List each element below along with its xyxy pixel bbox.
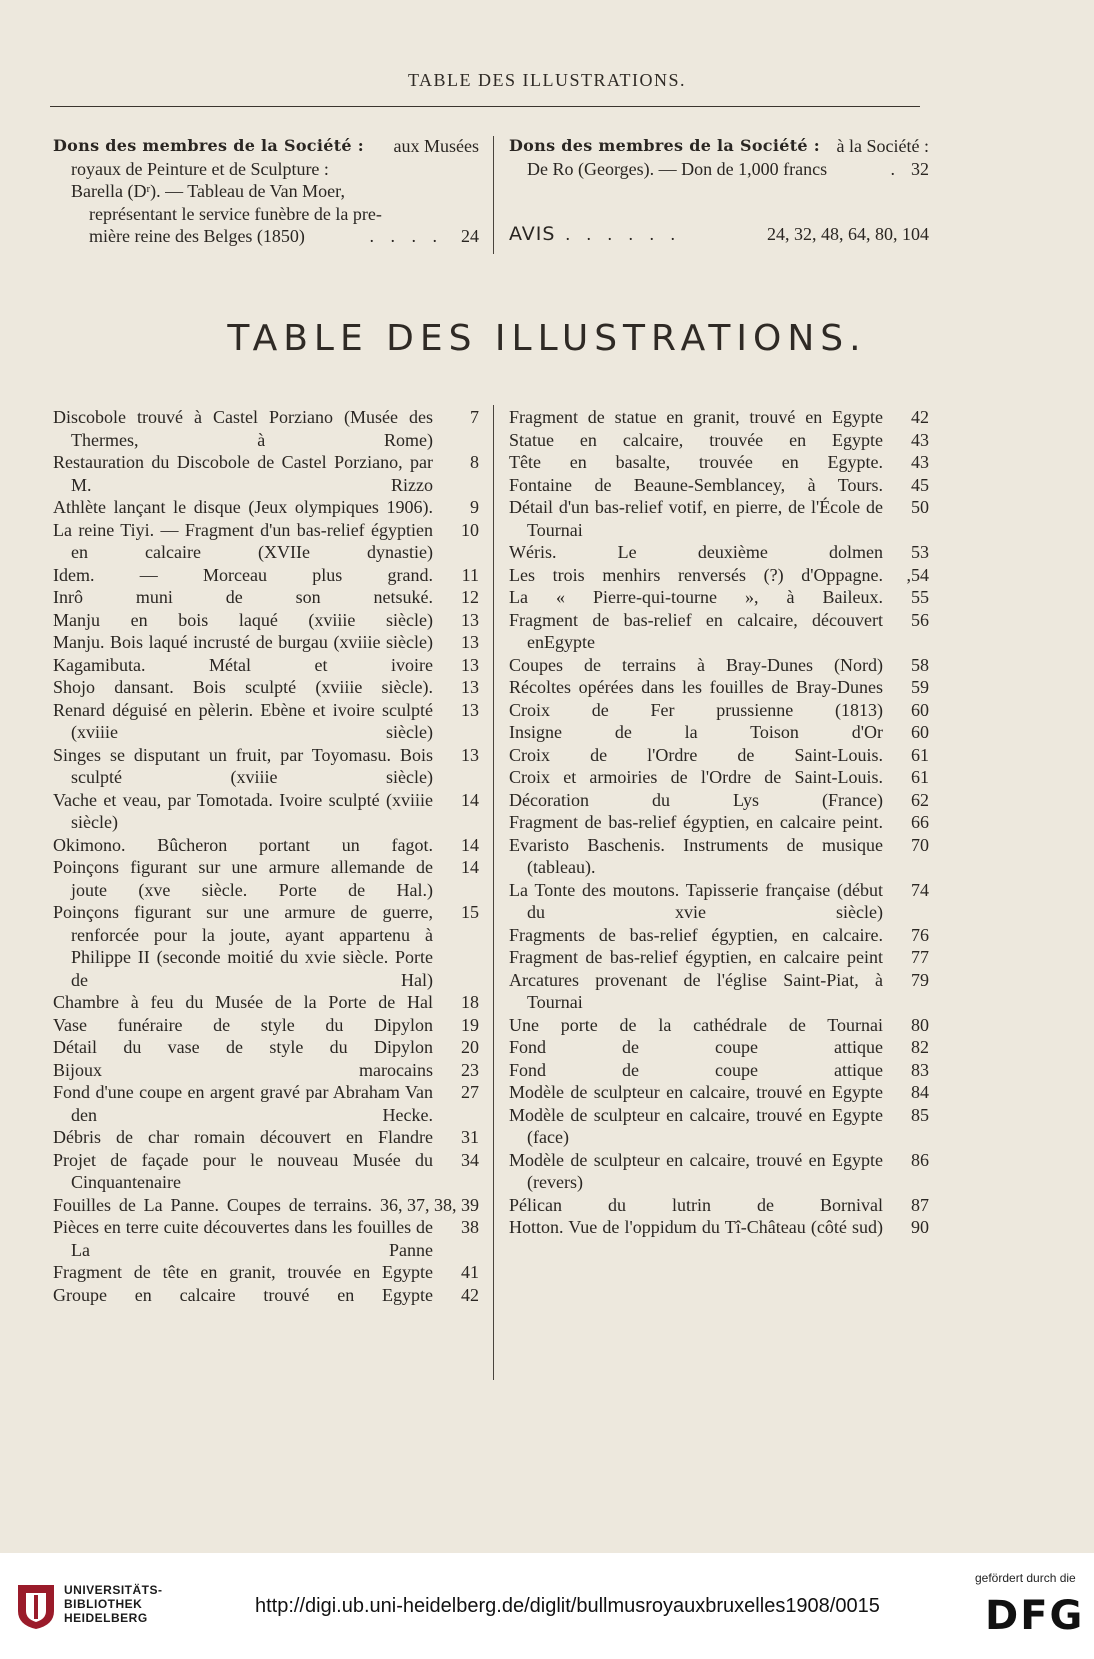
dons-heading: Dons des membres de la Société : <box>53 136 364 155</box>
illustration-entry <box>509 766 929 789</box>
illustration-page: 83 <box>911 1059 929 1080</box>
illustration-title: Croix de Fer prussienne (1813) <box>509 699 883 720</box>
illustration-page: 14 <box>461 834 479 855</box>
illustration-entry <box>53 1059 479 1082</box>
illustration-title: Hotton. Vue de l'oppidum du Tî-Château (côté sud) <box>509 1217 883 1237</box>
dons-left-page: 24 <box>461 226 479 246</box>
illustration-page: 19 <box>461 1014 479 1035</box>
illustration-entry <box>509 789 929 812</box>
illustration-entry <box>53 1284 479 1307</box>
illustration-page: 15 <box>461 902 479 922</box>
illustration-entry <box>53 1036 479 1059</box>
illustration-page: 31 <box>461 1127 479 1147</box>
dons-left-line5-text: mière reine des Belges (1850) <box>89 226 305 246</box>
illustration-page: 80 <box>911 1014 929 1035</box>
dons-left-donor <box>53 180 479 203</box>
illustration-title: Poinçons figurant sur une armure allemande de joute (xve siècle. Porte de Hal.) <box>53 857 433 900</box>
illustration-title: Vache et veau, par Tomotada. Ivoire sculpté (xviiie siècle) <box>53 789 433 832</box>
illustration-entry <box>53 699 479 744</box>
illustration-title: Fontaine de Beaune-Semblancey, à Tours. <box>509 474 883 495</box>
illustration-page: 77 <box>911 947 929 967</box>
dot-leader: . . . . . . <box>565 224 681 244</box>
library-line-1: UNIVERSITÄTS- <box>64 1583 163 1597</box>
illustration-title: Insigne de la Toison d'Or <box>509 722 883 742</box>
illustration-page: 82 <box>911 1037 929 1057</box>
dons-heading-right: Dons des membres de la Société : <box>509 136 820 155</box>
illustration-entry <box>509 541 929 564</box>
illustration-title: Vase funéraire de style du Dipylon <box>53 1014 433 1035</box>
illustration-title: Détail d'un bas-relief votif, en pierre, de l'École de Tournai <box>509 497 883 540</box>
illustration-title: Chambre à feu du Musée de la Porte de Hal <box>53 992 433 1012</box>
illustration-page: 8 <box>470 452 479 472</box>
illustration-entry <box>53 1126 479 1149</box>
illustration-title: Manju en bois laqué (xviiie siècle) <box>53 609 433 630</box>
illustration-page: 41 <box>461 1262 479 1282</box>
illustration-entry <box>53 631 479 654</box>
illustration-entry <box>53 406 479 451</box>
source-url-link[interactable]: http://digi.ub.uni-heidelberg.de/diglit/bullmusroyauxbruxelles1908/0015 <box>255 1595 880 1617</box>
illustration-page: 12 <box>461 587 479 607</box>
illustration-title: La Tonte des moutons. Tapisserie française (début du xvie siècle) <box>509 879 883 922</box>
illustration-title: Fond d'une coupe en argent gravé par Abraham Van den Hecke. <box>53 1082 433 1125</box>
illustration-entry <box>509 744 929 767</box>
illustration-title: Athlète lançant le disque (Jeux olympiques 1906). <box>53 497 433 517</box>
illustration-page: 36, 37, 38, 39 <box>380 1194 479 1215</box>
illustration-title: Inrô muni de son netsuké. <box>53 587 433 607</box>
illustration-title: Idem. — Morceau plus grand. <box>53 564 433 585</box>
illustration-title: La « Pierre-qui-tourne », à Baileux. <box>509 587 883 607</box>
illustration-title: Décoration du Lys (France) <box>509 789 883 810</box>
illustration-entry <box>53 856 479 901</box>
footer-bar <box>0 1553 1094 1659</box>
funded-by-label: gefördert durch die <box>975 1571 1076 1585</box>
illustration-page: 13 <box>461 677 479 697</box>
illustration-entry <box>509 451 929 474</box>
illustration-entry <box>53 1081 479 1126</box>
illustration-title: Shojo dansant. Bois sculpté (xviiie siècle). <box>53 677 433 697</box>
illustration-entry <box>509 1036 929 1059</box>
illustration-title: Discobole trouvé à Castel Porziano (Musée des Thermes, à Rome) <box>53 407 433 450</box>
illustration-entry <box>509 654 929 677</box>
illustration-entry <box>53 654 479 677</box>
avis-label: AVIS <box>509 223 556 245</box>
illustration-page: 43 <box>911 429 929 450</box>
illustration-page: 13 <box>461 609 479 630</box>
illustration-entry <box>53 1194 479 1217</box>
dons-right-line2 <box>509 158 929 181</box>
dfg-logo: DFG <box>985 1593 1085 1639</box>
illustration-entry <box>509 924 929 947</box>
illustration-title: Statue en calcaire, trouvée en Egypte <box>509 429 883 450</box>
illustration-page: 85 <box>911 1104 929 1125</box>
illustration-page: 18 <box>461 992 479 1012</box>
illustration-entry <box>509 1081 929 1104</box>
illustration-entry <box>509 1216 929 1239</box>
illustration-title: Une porte de la cathédrale de Tournai <box>509 1014 883 1035</box>
illustration-title: Arcatures provenant de l'église Saint-Piat, à Tournai <box>509 969 883 1012</box>
illustration-title: Croix de l'Ordre de Saint-Louis. <box>509 744 883 765</box>
illustration-title: Modèle de sculpteur en calcaire, trouvé en Egypte (face) <box>509 1104 883 1147</box>
illustration-page: 42 <box>461 1284 479 1305</box>
illustration-title: Groupe en calcaire trouvé en Egypte <box>53 1284 433 1305</box>
illustration-title: Restauration du Discobole de Castel Porziano, par M. Rizzo <box>53 452 433 495</box>
illustration-entry <box>509 564 929 587</box>
column-divider-top <box>493 136 494 254</box>
illustration-entry <box>53 519 479 564</box>
illustration-entry <box>509 429 929 452</box>
library-name <box>64 1583 163 1625</box>
illustration-page: 11 <box>461 564 479 585</box>
dons-heading-right-rest: à la Société : <box>836 136 929 156</box>
illustration-page: 14 <box>461 857 479 877</box>
illustration-entry <box>53 609 479 632</box>
illustration-title: Okimono. Bûcheron portant un fagot. <box>53 834 433 855</box>
illustration-page: 38 <box>461 1217 479 1237</box>
dons-left-line4: représentant le service funèbre de la pre- <box>89 203 382 224</box>
illustration-title: Wéris. Le deuxième dolmen <box>509 542 883 562</box>
university-seal-icon <box>14 1581 58 1631</box>
illustration-page: 43 <box>911 452 929 472</box>
illustration-page: 62 <box>911 789 929 810</box>
illustration-page: 7 <box>470 407 479 427</box>
illustration-title: Kagamibuta. Métal et ivoire <box>53 654 433 675</box>
illustration-page: 20 <box>461 1037 479 1057</box>
illustration-title: Projet de façade pour le nouveau Musée du Cinquantenaire <box>53 1149 433 1192</box>
dot-leader: . <box>890 158 895 179</box>
illustration-entry <box>509 1059 929 1082</box>
illustration-entry <box>53 496 479 519</box>
illustration-title: Tête en basalte, trouvée en Egypte. <box>509 452 883 472</box>
dons-right-page: 32 <box>911 158 929 179</box>
illustration-title: Bijoux marocains <box>53 1059 433 1080</box>
illustration-title: Fragments de bas-relief égyptien, en calcaire. <box>509 924 883 945</box>
illustration-entry <box>509 834 929 879</box>
illustration-page: 66 <box>911 812 929 832</box>
illustration-page: 61 <box>911 767 929 787</box>
illustration-entry <box>53 991 479 1014</box>
illustration-entry <box>53 834 479 857</box>
illustration-title: Pièces en terre cuite découvertes dans les fouilles de La Panne <box>53 1217 433 1260</box>
illustration-entry <box>509 1194 929 1217</box>
donor-name: Barella (D <box>71 181 147 201</box>
library-line-2: BIBLIOTHEK <box>64 1597 143 1611</box>
illustration-title: Fragment de bas-relief égyptien, en calcaire peint. <box>509 812 883 832</box>
illustration-entry <box>509 609 929 654</box>
illustration-title: Fragment de bas-relief en calcaire, découvert enEgypte <box>509 609 883 652</box>
illustration-entry <box>53 1216 479 1261</box>
dons-heading-rest: aux Musées <box>393 136 479 156</box>
illustration-page: 27 <box>461 1082 479 1102</box>
illustration-page: 60 <box>911 722 929 742</box>
illustration-page: 86 <box>911 1149 929 1170</box>
illustration-entry <box>53 451 479 496</box>
header-rule <box>50 106 920 107</box>
illustration-entry <box>509 1149 929 1194</box>
library-line-3: HEIDELBERG <box>64 1611 148 1625</box>
illustration-entry <box>509 879 929 924</box>
illustration-title: Récoltes opérées dans les fouilles de Bray-Dunes <box>509 677 883 697</box>
dons-left-line5 <box>53 225 479 248</box>
illustration-title: Fragment de bas-relief égyptien, en calcaire peint <box>509 947 883 967</box>
illustration-title: Poinçons figurant sur une armure de guerre, renforcée pour la joute, ayant appartenu à Philippe II (seconde moitié du xvie siècle. Porte de Hal) <box>53 902 433 990</box>
illustration-title: Pélican du lutrin de Bornival <box>509 1194 883 1215</box>
illustration-page: 76 <box>911 924 929 945</box>
illustration-entry <box>53 1149 479 1194</box>
illustration-page: 13 <box>461 744 479 765</box>
illustrations-right-column <box>509 406 929 1239</box>
illustration-entry <box>53 586 479 609</box>
illustration-page: 10 <box>461 519 479 540</box>
illustration-entry <box>53 564 479 587</box>
illustration-title: Evaristo Baschenis. Instruments de musique (tableau). <box>509 834 883 877</box>
illustration-entry <box>509 586 929 609</box>
illustration-entry <box>509 676 929 699</box>
illustration-title: Modèle de sculpteur en calcaire, trouvé en Egypte <box>509 1082 883 1102</box>
illustration-entry <box>509 969 929 1014</box>
illustration-title: Débris de char romain découvert en Flandre <box>53 1127 433 1147</box>
illustration-page: 79 <box>911 969 929 990</box>
illustration-page: 45 <box>911 474 929 495</box>
illustration-entry <box>509 721 929 744</box>
illustration-page: 13 <box>461 654 479 675</box>
illustration-page: 9 <box>470 497 479 517</box>
illustration-title: Manju. Bois laqué incrusté de burgau (xviiie siècle) <box>53 632 433 652</box>
illustration-entry <box>53 901 479 991</box>
illustration-page: 53 <box>911 542 929 562</box>
donor-sup: r <box>146 183 151 195</box>
illustration-page: 84 <box>911 1082 929 1102</box>
dons-left-line2: royaux de Peinture et de Sculpture : <box>71 158 329 179</box>
illustration-title: Fond de coupe attique <box>509 1059 883 1080</box>
illustration-title: Singes se disputant un fruit, par Toyomasu. Bois sculpté (xviiie siècle) <box>53 744 433 787</box>
illustration-page: 42 <box>911 407 929 427</box>
illustration-title: Détail du vase de style du Dipylon <box>53 1037 433 1057</box>
illustration-entry <box>509 811 929 834</box>
page-title: TABLE DES ILLUSTRATIONS. <box>227 318 867 359</box>
dons-left-heading-line <box>53 135 479 158</box>
illustration-page: 34 <box>461 1149 479 1170</box>
illustration-page: 55 <box>911 587 929 607</box>
illustration-page: 13 <box>461 699 479 720</box>
dons-right-block <box>509 135 929 246</box>
illustration-page: 50 <box>911 497 929 517</box>
illustration-page: 56 <box>911 609 929 630</box>
illustration-entry <box>53 1261 479 1284</box>
avis-pages: 24, 32, 48, 64, 80, 104 <box>767 224 929 244</box>
donor-rest: ). — Tableau de Van Moer, <box>150 181 345 201</box>
illustration-entry <box>509 1014 929 1037</box>
illustration-entry <box>509 1104 929 1149</box>
illustration-entry <box>509 406 929 429</box>
illustration-entry <box>509 474 929 497</box>
running-head: TABLE DES ILLUSTRATIONS. <box>407 70 687 90</box>
illustration-page: 87 <box>911 1194 929 1215</box>
dot-leader: . . . . <box>369 226 443 246</box>
illustration-title: Renard déguisé en pèlerin. Ebène et ivoire sculpté (xviiie siècle) <box>53 699 433 742</box>
illustration-title: La reine Tiyi. — Fragment d'un bas-relief égyptien en calcaire (XVIIe dynastie) <box>53 519 433 562</box>
illustration-page: 23 <box>461 1059 479 1080</box>
dons-right-heading-line <box>509 135 929 158</box>
illustration-page: 14 <box>461 789 479 810</box>
illustration-entry <box>53 676 479 699</box>
illustration-title: Croix et armoiries de l'Ordre de Saint-Louis. <box>509 767 883 787</box>
illustration-page: 58 <box>911 654 929 675</box>
avis-line <box>509 223 929 246</box>
illustration-title: Les trois menhirs renversés (?) d'Oppagne. <box>509 564 883 585</box>
dons-right-line2-text: De Ro (Georges). — Don de 1,000 francs <box>527 158 828 179</box>
dons-left-block <box>53 135 479 248</box>
illustration-title: Fragment de statue en granit, trouvé en Egypte <box>509 407 883 427</box>
illustration-page: 59 <box>911 677 929 697</box>
illustration-entry <box>53 744 479 789</box>
illustration-page: 60 <box>911 699 929 720</box>
illustration-page: 70 <box>911 834 929 855</box>
illustration-entry <box>509 496 929 541</box>
illustration-title: Fragment de tête en granit, trouvée en Egypte <box>53 1262 433 1282</box>
illustrations-left-column <box>53 406 479 1306</box>
column-divider-main <box>493 405 494 1380</box>
illustration-page: 74 <box>911 879 929 900</box>
illustration-page: 61 <box>911 744 929 765</box>
illustration-title: Modèle de sculpteur en calcaire, trouvé en Egypte (revers) <box>509 1149 883 1192</box>
illustration-entry <box>509 699 929 722</box>
illustration-page: 13 <box>461 632 479 652</box>
illustration-title: Fond de coupe attique <box>509 1037 883 1057</box>
illustration-title: Coupes de terrains à Bray-Dunes (Nord) <box>509 654 883 675</box>
illustration-title: Fouilles de La Panne. Coupes de terrains. <box>53 1194 372 1215</box>
illustration-entry <box>509 946 929 969</box>
illustration-page: ,54 <box>906 564 929 585</box>
illustration-page: 90 <box>911 1217 929 1237</box>
illustration-entry <box>53 789 479 834</box>
illustration-entry <box>53 1014 479 1037</box>
